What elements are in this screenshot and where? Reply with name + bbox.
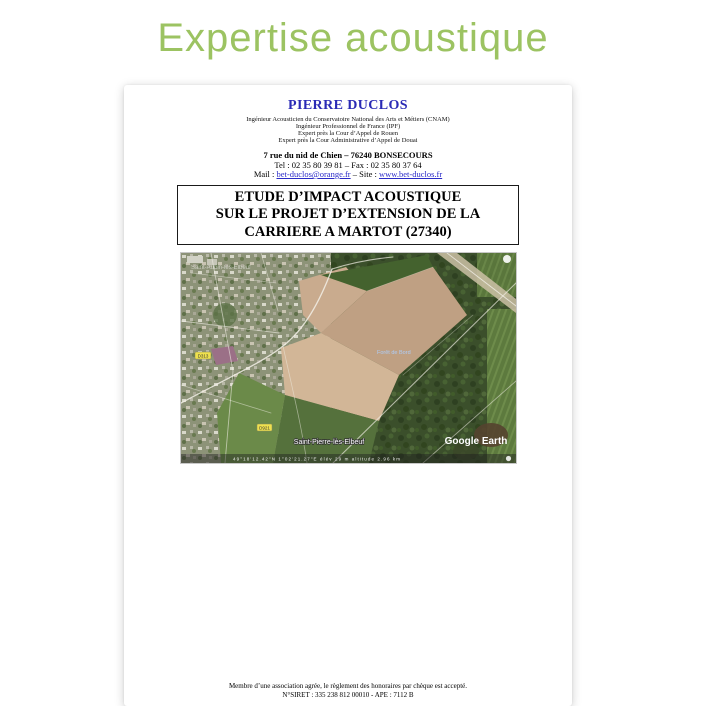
place-label-top: Saint-Aubin-lès-Elbeuf: [190, 265, 251, 271]
report-title-line2: SUR LE PROJET D’EXTENSION DE LA: [215, 206, 481, 222]
credential-line: Expert près la Cour d’Appel de Rouen: [297, 130, 398, 137]
report-title-line1: ETUDE D’IMPACT ACOUSTIQUE: [234, 188, 462, 205]
compass-icon: [503, 255, 511, 263]
document-page: [124, 85, 572, 706]
forest-label: Forêt de Bord: [376, 350, 411, 356]
credential-line: Ingénieur Acousticien du Conservatoire National des Arts et Métiers (CNAM): [246, 116, 450, 123]
address-line: 7 rue du nid de Chien – 76240 BONSECOURS: [263, 150, 433, 160]
letterhead: [124, 85, 572, 180]
company-name: PIERRE DUCLOS: [288, 98, 408, 113]
mail-site-line: [124, 170, 572, 180]
report-title-box: [177, 185, 519, 246]
road-badge-2: [257, 424, 272, 431]
mail-link[interactable]: bet-duclos@orange.fr: [276, 169, 351, 179]
footer-line1: Membre d’une association agrée, le règlement des honoraires par chèque est accepté.: [228, 682, 468, 690]
credential-line: Ingénieur Professionnel de France (IPF): [295, 123, 401, 130]
credentials-list: [124, 116, 572, 144]
site-label: – Site :: [350, 169, 379, 179]
phone-line: Tel : 02 35 80 39 81 – Fax : 02 35 80 37 64: [274, 159, 422, 170]
site-link[interactable]: www.bet-duclos.fr: [378, 169, 443, 179]
road-badge-1: [195, 352, 211, 359]
contact-block: [124, 151, 572, 180]
satellite-map-image: [181, 253, 516, 463]
map-status-bar: [181, 454, 516, 463]
mail-label: Mail :: [253, 169, 277, 179]
place-label-bottom: Saint-Pierre-lès-Elbeuf: [293, 439, 364, 446]
status-bar-text: 49°18'12.42"N 1°02'21.27"E élév 29 m altitude 2.96 km: [232, 456, 401, 462]
document-footer: [124, 682, 572, 700]
report-title-line3: CARRIERE A MARTOT (27340): [244, 223, 452, 240]
footer-line2: N°SIRET : 335 238 812 00010 - APE : 7112 B: [282, 691, 414, 699]
page-title: Expertise acoustique: [157, 16, 549, 60]
svg-text:D313: D313: [197, 353, 208, 359]
svg-text:D921: D921: [258, 425, 270, 431]
google-earth-watermark: Google Earth: [444, 436, 507, 447]
credential-line: Expert près la Cour Administrative d’Appel de Douai: [278, 137, 418, 144]
status-bar-icon: [505, 456, 510, 461]
